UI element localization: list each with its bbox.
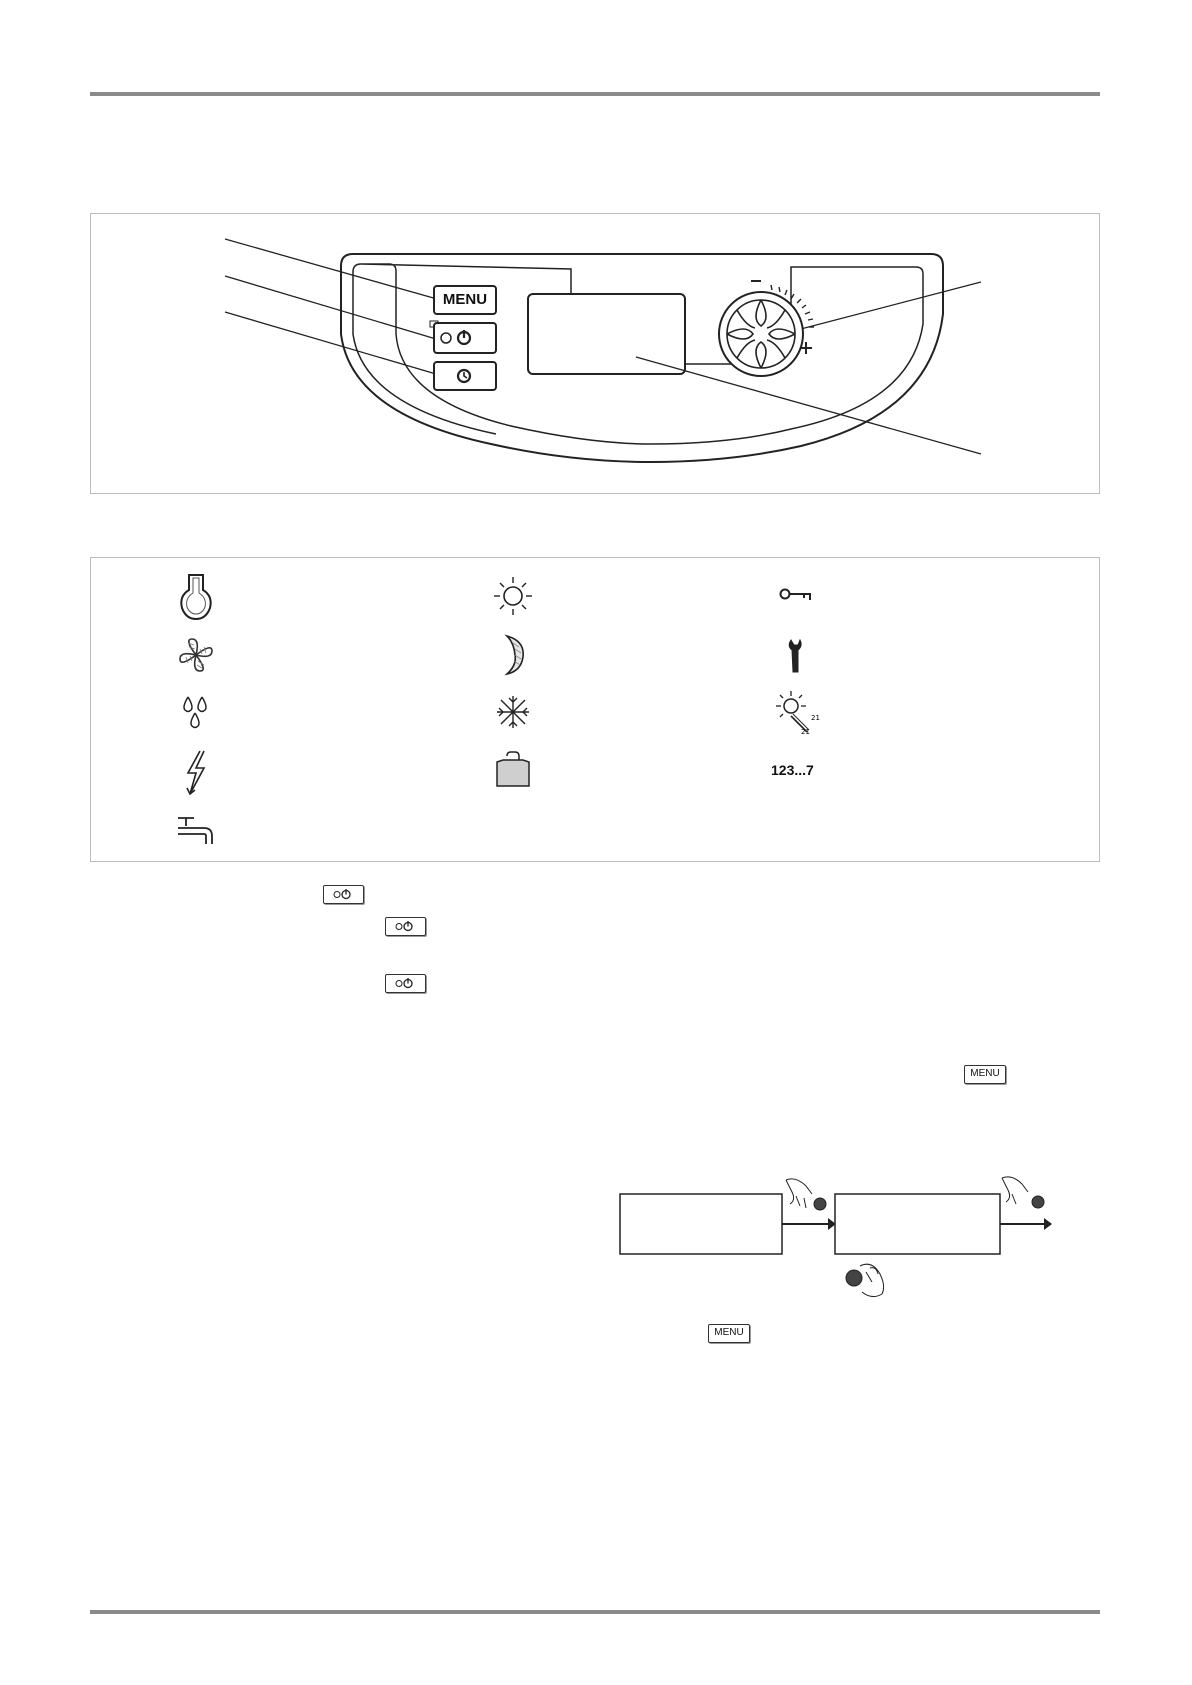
inline-power-button-3 (385, 974, 426, 993)
svg-text:21: 21 (801, 728, 810, 736)
control-panel-drawing (91, 214, 1099, 493)
sun-temperature-icon (771, 688, 821, 736)
inline-power-button-2 (385, 917, 426, 936)
hand-icon (846, 1264, 884, 1296)
top-rule (90, 92, 1100, 96)
inline-menu-button-2: MENU (708, 1324, 750, 1343)
inline-power-button-1 (323, 885, 364, 904)
snowflake-icon (493, 692, 533, 732)
moon-icon (493, 633, 533, 677)
wrench-icon (783, 636, 809, 676)
symbols-legend (90, 557, 1100, 862)
days-icon: 123...7 (771, 762, 814, 778)
key-icon (778, 582, 814, 606)
control-panel-figure (90, 213, 1100, 494)
hand-icon (1002, 1177, 1044, 1208)
boiler-icon (176, 572, 216, 622)
navigation-diagram (610, 1170, 1060, 1310)
inline-menu-button-1: MENU (964, 1065, 1006, 1084)
panel-menu-button[interactable]: MENU (442, 291, 488, 308)
holiday-case-icon (491, 748, 535, 792)
display-window (528, 294, 685, 374)
display-screen-1 (620, 1194, 782, 1254)
fan-icon (176, 635, 216, 675)
display-screen-2 (835, 1194, 1000, 1254)
sun-icon (491, 574, 535, 618)
lightning-icon (176, 748, 216, 798)
water-drops-icon (176, 693, 216, 733)
dial-icon (719, 281, 814, 376)
hand-icon (786, 1179, 826, 1210)
svg-text:21: 21 (811, 714, 820, 722)
tap-icon (174, 810, 218, 850)
bottom-rule (90, 1610, 1100, 1614)
